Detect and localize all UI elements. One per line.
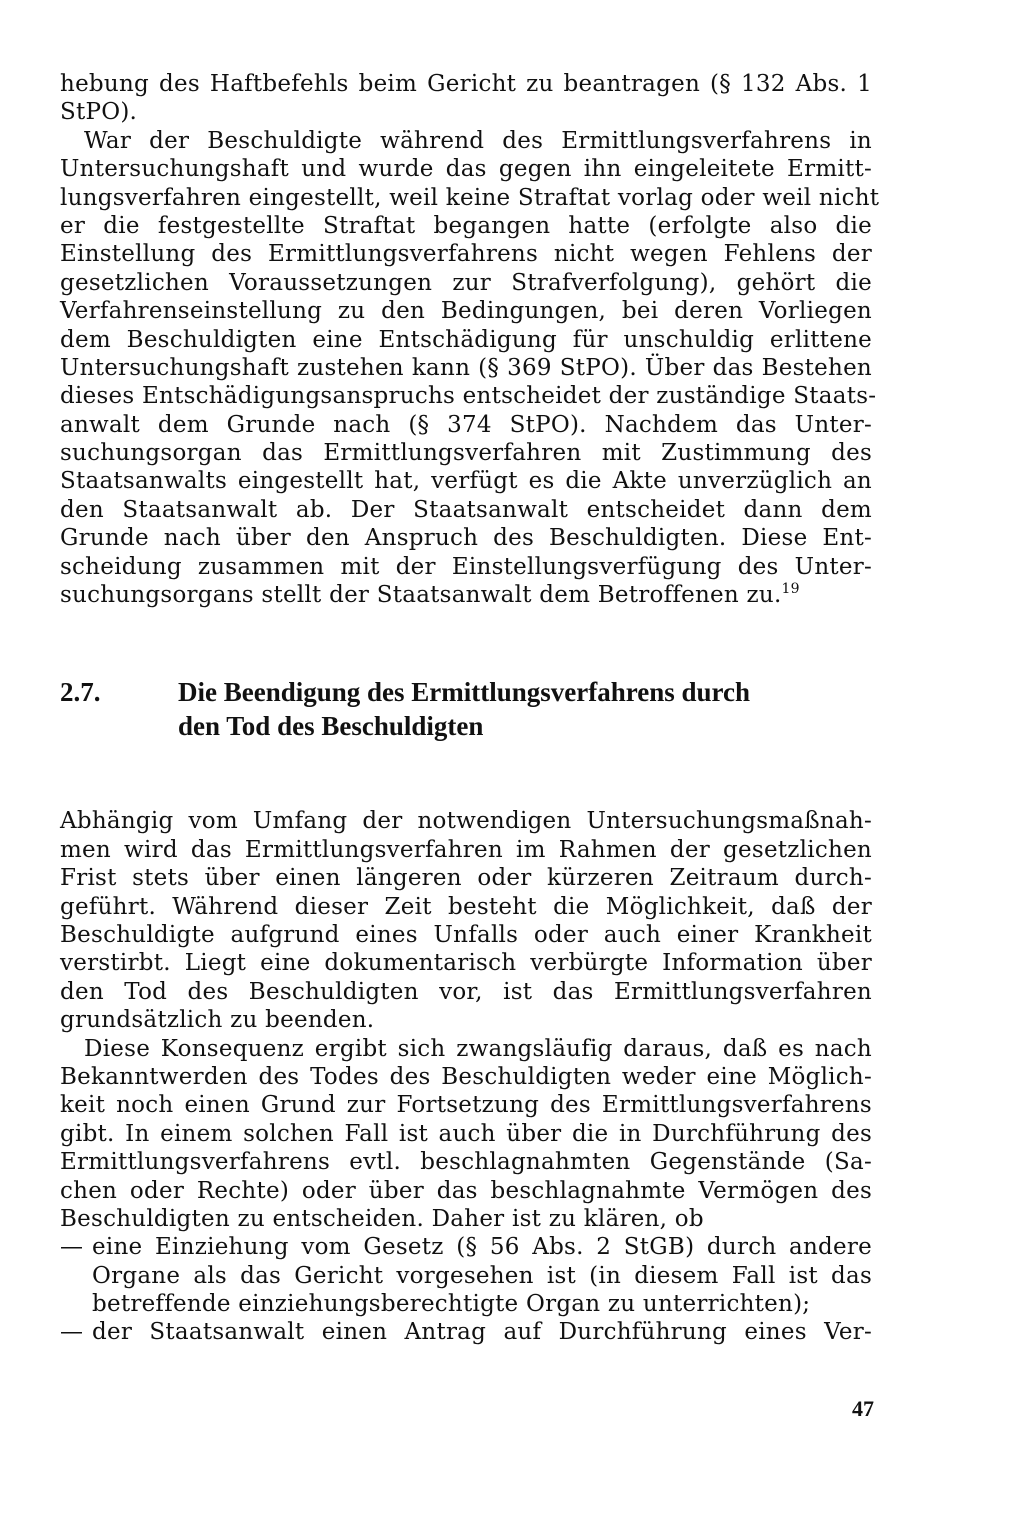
text-line: verstirbt. Liegt eine dokumentarisch verbürgte Information über: [60, 950, 872, 977]
text-line: den Staatsanwalt ab. Der Staatsanwalt entscheidet dann dem: [60, 496, 872, 523]
list-item-first-line: [60, 1233, 872, 1261]
text-line: scheidung zusammen mit der Einstellungsverfügung des Unter-: [60, 553, 872, 580]
text-line-content: suchungsorgans stellt der Staatsanwalt dem Betroffenen zu.: [60, 582, 782, 609]
list-item-first-line: [60, 1318, 872, 1346]
section-heading: [60, 675, 872, 743]
text-line: grundsätzlich zu beenden.: [60, 1007, 375, 1034]
text-line: Ermittlungsverfahrens evtl. beschlagnahmten Gegenstände (Sa-: [60, 1149, 872, 1176]
text-line: Einstellung des Ermittlungsverfahrens nicht wegen Fehlens der: [60, 241, 872, 268]
text-line: den Tod des Beschuldigten vor, ist das Ermittlungsverfahren: [60, 978, 872, 1005]
text-line: chen oder Rechte) oder über das beschlagnahmte Vermögen des: [60, 1177, 872, 1204]
text-line: Organe als das Gericht vorgesehen ist (in diesem Fall ist das: [92, 1262, 872, 1289]
text-line: Beschuldigten zu entscheiden. Daher ist zu klären, ob: [60, 1205, 704, 1232]
text-line: betreffende einziehungsberechtigte Organ zu unterrichten);: [92, 1291, 811, 1318]
text-line: gibt. In einem solchen Fall ist auch über die in Durchführung des: [60, 1120, 872, 1147]
text-line: dem Beschuldigten eine Entschädigung für unschuldig erlittene: [60, 326, 872, 353]
text-line: dieses Entschädigungsanspruchs entscheidet der zuständige Staats-: [60, 383, 877, 410]
text-line-last: [60, 581, 872, 609]
text-line: geführt. Während dieser Zeit besteht die Möglichkeit, daß der: [60, 893, 872, 920]
text-line: Bekanntwerden des Todes des Beschuldigten weder eine Möglich-: [60, 1063, 872, 1090]
section-title-line: Die Beendigung des Ermittlungsverfahrens durch: [178, 677, 751, 708]
text-line: Abhängig vom Umfang der notwendigen Untersuchungsmaßnah-: [60, 808, 872, 835]
paragraph-duration: [60, 807, 872, 1034]
text-line: anwalt dem Grunde nach (§ 374 StPO). Nachdem das Unter-: [60, 411, 872, 438]
text-line: StPO).: [60, 99, 138, 126]
text-line: er die festgestellte Straftat begangen hatte (erfolgte also die: [60, 212, 872, 239]
text-line: Verfahrenseinstellung zu den Bedingungen, bei deren Vorliegen: [60, 298, 872, 325]
text-line: eine Einziehung vom Gesetz (§ 56 Abs. 2 StGB) durch andere: [92, 1234, 872, 1261]
paragraph-compensation: [60, 127, 880, 610]
footnote-reference[interactable]: 19: [781, 581, 800, 598]
page-content: [60, 70, 880, 1347]
section-number: 2.7.: [60, 677, 101, 708]
text-line: hebung des Haftbefehls beim Gericht zu beantragen (§ 132 Abs. 1: [60, 71, 872, 97]
list-item: [60, 1233, 872, 1318]
text-line: Untersuchungshaft zustehen kann (§ 369 StPO). Über das Bestehen: [60, 354, 872, 381]
section-title: [178, 675, 872, 743]
text-line: suchungsorgan das Ermittlungsverfahren mit Zustimmung des: [60, 440, 872, 467]
page-number: 47: [852, 1396, 874, 1421]
paragraph-consequence: [60, 1035, 872, 1234]
list-item: [60, 1318, 872, 1346]
text-line: Diese Konsequenz ergibt sich zwangsläufig daraus, daß es nach: [84, 1035, 872, 1062]
text-line: Beschuldigte aufgrund eines Unfalls oder auch einer Krankheit: [60, 921, 872, 948]
text-line: Frist stets über einen längeren oder kürzeren Zeitraum durch-: [60, 865, 872, 892]
text-line: Staatsanwalts eingestellt hat, verfügt es die Akte unverzüglich an: [60, 468, 872, 495]
text-line: gesetzlichen Voraussetzungen zur Strafverfolgung), gehört die: [60, 269, 872, 296]
text-line: lungsverfahren eingestellt, weil keine Straftat vorlag oder weil nicht: [60, 184, 880, 211]
text-line: keit noch einen Grund zur Fortsetzung des Ermittlungsverfahrens: [60, 1092, 872, 1119]
text-line: men wird das Ermittlungsverfahren im Rahmen der gesetzlichen: [60, 836, 872, 863]
section-title-line: den Tod des Beschuldigten: [178, 711, 484, 742]
text-line: Untersuchungshaft und wurde das gegen ihn eingeleitete Ermitt-: [60, 156, 872, 183]
text-line: der Staatsanwalt einen Antrag auf Durchführung eines Ver-: [92, 1319, 872, 1346]
dash-marker: —: [60, 1319, 84, 1346]
text-line: Grunde nach über den Anspruch des Beschuldigten. Diese Ent-: [60, 525, 872, 552]
dash-marker: —: [60, 1234, 84, 1261]
text-line: War der Beschuldigte während des Ermittlungsverfahrens in: [84, 127, 872, 154]
dash-list: [60, 1233, 872, 1347]
paragraph-continuation: [60, 70, 872, 127]
